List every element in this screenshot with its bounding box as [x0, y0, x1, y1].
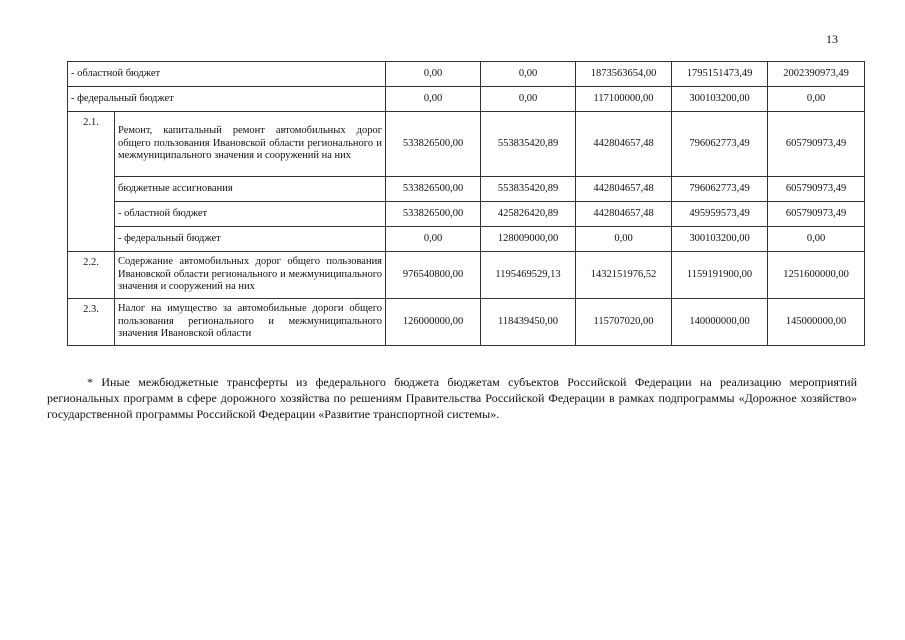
value-cell: 1873563654,00	[576, 62, 672, 87]
row-name: - федеральный бюджет	[68, 87, 386, 112]
row-name: - областной бюджет	[115, 202, 386, 227]
row-name: - областной бюджет	[68, 62, 386, 87]
value-cell: 442804657,48	[576, 112, 672, 177]
value-cell: 118439450,00	[481, 299, 576, 346]
value-cell: 796062773,49	[672, 177, 768, 202]
table-row	[68, 202, 865, 227]
value-cell: 553835420,89	[481, 177, 576, 202]
value-cell: 2002390973,49	[768, 62, 865, 87]
value-cell: 1251600000,00	[768, 252, 865, 299]
page-number: 13	[826, 32, 838, 46]
table-row	[68, 252, 865, 299]
value-cell: 605790973,49	[768, 112, 865, 177]
value-cell: 533826500,00	[386, 112, 481, 177]
budget-table	[67, 61, 865, 346]
value-cell: 0,00	[576, 227, 672, 252]
value-cell: 605790973,49	[768, 177, 865, 202]
value-cell: 533826500,00	[386, 202, 481, 227]
row-number: 2.3.	[68, 299, 115, 346]
value-cell: 533826500,00	[386, 177, 481, 202]
value-cell: 442804657,48	[576, 202, 672, 227]
table-row	[68, 112, 865, 177]
value-cell: 1795151473,49	[672, 62, 768, 87]
table-row	[68, 227, 865, 252]
value-cell: 0,00	[481, 62, 576, 87]
value-cell: 495959573,49	[672, 202, 768, 227]
row-number: 2.1.	[68, 112, 115, 252]
table-row	[68, 299, 865, 346]
row-name: - федеральный бюджет	[115, 227, 386, 252]
value-cell: 0,00	[768, 227, 865, 252]
footnote: * Иные межбюджетные трансферты из федерального бюджета бюджетам субъектов Российской Федерации на реализацию мероприятий региональных программ в сфере дорожного хозяйства по решениям Правительства Российской Федерации в рамках подпрограммы «Дорожное хозяйство» государственной программы Российской Федерации «Развитие транспортной системы».	[47, 375, 857, 421]
value-cell: 0,00	[481, 87, 576, 112]
value-cell: 128009000,00	[481, 227, 576, 252]
value-cell: 0,00	[386, 227, 481, 252]
row-number: 2.2.	[68, 252, 115, 299]
row-name: Ремонт, капитальный ремонт автомобильных дорог общего пользования Ивановской области регионального и межмуниципального значения и сооружений на них	[115, 112, 386, 177]
row-name: бюджетные ассигнования	[115, 177, 386, 202]
value-cell: 0,00	[386, 87, 481, 112]
value-cell: 300103200,00	[672, 227, 768, 252]
value-cell: 976540800,00	[386, 252, 481, 299]
value-cell: 117100000,00	[576, 87, 672, 112]
value-cell: 1195469529,13	[481, 252, 576, 299]
row-name: Содержание автомобильных дорог общего пользования Ивановской области регионального и межмуниципального значения и сооружений на них	[115, 252, 386, 299]
row-name: Налог на имущество за автомобильные дороги общего пользования регионального и межмуниципального значения Ивановской области	[115, 299, 386, 346]
value-cell: 126000000,00	[386, 299, 481, 346]
value-cell: 0,00	[386, 62, 481, 87]
value-cell: 1159191900,00	[672, 252, 768, 299]
value-cell: 1432151976,52	[576, 252, 672, 299]
value-cell: 300103200,00	[672, 87, 768, 112]
value-cell: 0,00	[768, 87, 865, 112]
value-cell: 140000000,00	[672, 299, 768, 346]
value-cell: 145000000,00	[768, 299, 865, 346]
value-cell: 605790973,49	[768, 202, 865, 227]
table-row	[68, 62, 865, 87]
value-cell: 115707020,00	[576, 299, 672, 346]
value-cell: 796062773,49	[672, 112, 768, 177]
table-row	[68, 177, 865, 202]
value-cell: 442804657,48	[576, 177, 672, 202]
value-cell: 425826420,89	[481, 202, 576, 227]
table-row	[68, 87, 865, 112]
value-cell: 553835420,89	[481, 112, 576, 177]
